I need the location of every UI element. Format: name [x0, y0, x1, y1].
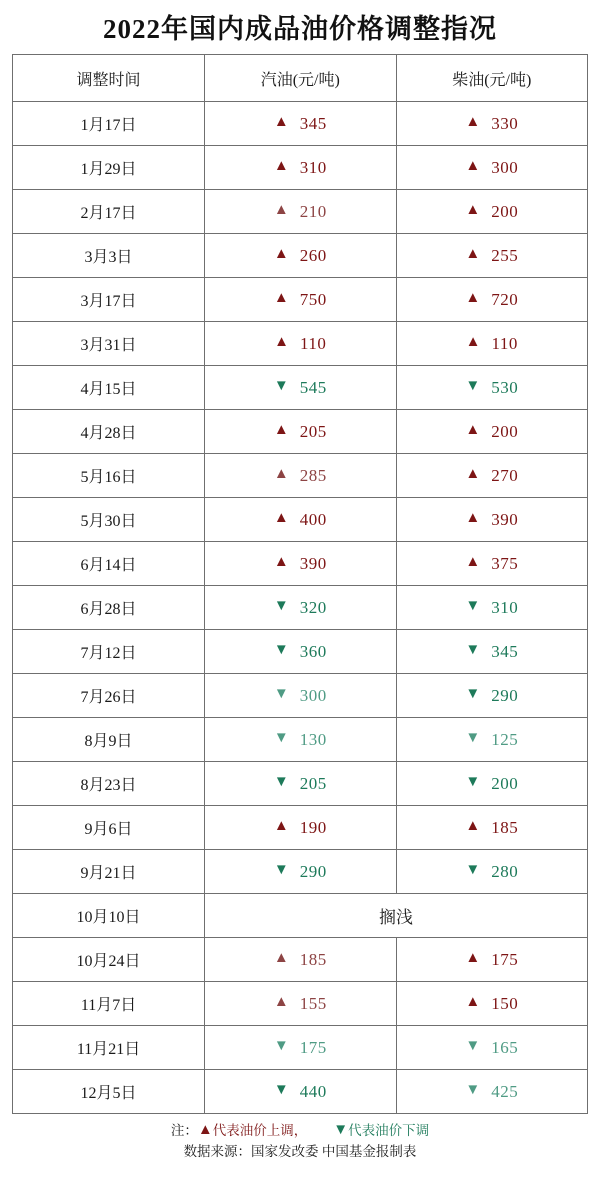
- cell-diesel-content: [397, 599, 587, 616]
- cell-gasoline-value: 290: [299, 862, 327, 881]
- arrow-up-icon: ▲: [273, 290, 289, 306]
- table-row: [13, 938, 588, 982]
- legend-down-arrow-icon: ▼: [333, 1122, 349, 1138]
- arrow-up-icon: ▲: [273, 950, 289, 966]
- cell-halt: [205, 894, 588, 938]
- legend-down-label: 代表油价下调: [348, 1123, 430, 1138]
- cell-diesel-content: [397, 863, 587, 880]
- cell-gasoline-value: 545: [299, 378, 327, 397]
- cell-gasoline-value: 750: [299, 290, 327, 309]
- cell-diesel-content: [397, 335, 587, 352]
- arrow-down-icon: ▼: [465, 1038, 481, 1054]
- footer-source-line: 数据来源：国家发改委 中国基金报制表: [183, 1143, 417, 1159]
- arrow-up-icon: ▲: [465, 994, 481, 1010]
- arrow-up-icon: ▲: [465, 950, 481, 966]
- table-header: [13, 55, 588, 102]
- cell-diesel-content: [397, 555, 587, 572]
- cell-gasoline-value: 360: [299, 642, 327, 661]
- table-row: [13, 850, 588, 894]
- arrow-up-icon: ▲: [273, 466, 289, 482]
- cell-diesel: [396, 982, 587, 1026]
- cell-gasoline: [205, 806, 396, 850]
- cell-gasoline-value: 390: [299, 554, 327, 573]
- cell-gasoline: [205, 762, 396, 806]
- arrow-down-icon: ▼: [273, 598, 289, 614]
- cell-diesel-content: [397, 115, 587, 132]
- cell-diesel-content: [397, 1083, 587, 1100]
- cell-diesel-value: 290: [491, 686, 519, 705]
- cell-diesel-content: [397, 423, 587, 440]
- cell-gasoline-value: 400: [299, 510, 327, 529]
- cell-gasoline-content: [205, 379, 395, 396]
- arrow-up-icon: ▲: [273, 202, 289, 218]
- arrow-down-icon: ▼: [273, 774, 289, 790]
- cell-diesel: [396, 586, 587, 630]
- arrow-down-icon: ▼: [465, 774, 481, 790]
- cell-date: 6月28日: [13, 586, 205, 630]
- cell-gasoline-content: [205, 291, 395, 308]
- cell-diesel: [396, 674, 587, 718]
- cell-diesel-content: [397, 159, 587, 176]
- arrow-down-icon: ▼: [273, 1082, 289, 1098]
- footer-note-prefix: 注：: [170, 1123, 198, 1138]
- cell-gasoline: [205, 146, 396, 190]
- cell-gasoline-content: [205, 115, 395, 132]
- cell-gasoline: [205, 190, 396, 234]
- cell-diesel: [396, 454, 587, 498]
- column-header-date: 调整时间: [13, 55, 205, 102]
- cell-diesel-content: [397, 511, 587, 528]
- cell-gasoline-value: 345: [299, 114, 327, 133]
- cell-date: 10月10日: [13, 894, 205, 938]
- cell-gasoline-content: [205, 731, 395, 748]
- cell-diesel-content: [397, 819, 587, 836]
- cell-date: 8月23日: [13, 762, 205, 806]
- halt-label: 搁浅: [379, 908, 414, 927]
- arrow-up-icon: ▲: [465, 334, 481, 350]
- table-row: [13, 1070, 588, 1114]
- cell-gasoline: [205, 322, 396, 366]
- arrow-down-icon: ▼: [465, 686, 481, 702]
- cell-date: 9月6日: [13, 806, 205, 850]
- arrow-up-icon: ▲: [465, 818, 481, 834]
- table-row: [13, 410, 588, 454]
- cell-gasoline-value: 175: [299, 1038, 327, 1057]
- cell-diesel-content: [397, 1039, 587, 1056]
- cell-diesel-content: [397, 643, 587, 660]
- cell-gasoline-content: [205, 247, 395, 264]
- cell-gasoline-content: [205, 643, 395, 660]
- cell-gasoline-value: 300: [299, 686, 327, 705]
- arrow-up-icon: ▲: [273, 554, 289, 570]
- cell-date: 1月29日: [13, 146, 205, 190]
- arrow-up-icon: ▲: [273, 994, 289, 1010]
- cell-date: 3月3日: [13, 234, 205, 278]
- arrow-up-icon: ▲: [273, 158, 289, 174]
- table-row: [13, 718, 588, 762]
- cell-diesel-content: [397, 995, 587, 1012]
- arrow-down-icon: ▼: [465, 862, 481, 878]
- table-row: [13, 894, 588, 938]
- cell-diesel: [396, 190, 587, 234]
- cell-date: 11月21日: [13, 1026, 205, 1070]
- arrow-up-icon: ▲: [465, 202, 481, 218]
- cell-gasoline-content: [205, 1039, 395, 1056]
- cell-gasoline: [205, 410, 396, 454]
- arrow-down-icon: ▼: [273, 642, 289, 658]
- table-body: [13, 102, 588, 1114]
- cell-gasoline-value: 110: [300, 334, 327, 353]
- cell-diesel-content: [397, 731, 587, 748]
- cell-date: 7月26日: [13, 674, 205, 718]
- cell-gasoline-value: 440: [299, 1082, 327, 1101]
- table-row: [13, 102, 588, 146]
- cell-gasoline-content: [205, 511, 395, 528]
- cell-diesel-content: [397, 951, 587, 968]
- cell-diesel: [396, 234, 587, 278]
- cell-date: 5月30日: [13, 498, 205, 542]
- cell-date: 2月17日: [13, 190, 205, 234]
- arrow-up-icon: ▲: [465, 158, 481, 174]
- cell-gasoline-value: 185: [299, 950, 327, 969]
- cell-gasoline-value: 320: [299, 598, 327, 617]
- arrow-up-icon: ▲: [273, 114, 289, 130]
- cell-gasoline-content: [205, 1083, 395, 1100]
- table-row: [13, 806, 588, 850]
- cell-diesel-value: 200: [491, 202, 519, 221]
- table-row: [13, 234, 588, 278]
- cell-gasoline-content: [205, 335, 395, 352]
- arrow-down-icon: ▼: [465, 730, 481, 746]
- cell-gasoline-content: [205, 995, 395, 1012]
- cell-gasoline: [205, 982, 396, 1026]
- arrow-up-icon: ▲: [465, 246, 481, 262]
- cell-date: 3月31日: [13, 322, 205, 366]
- cell-gasoline: [205, 718, 396, 762]
- table-row: [13, 366, 588, 410]
- arrow-down-icon: ▼: [273, 1038, 289, 1054]
- cell-diesel-value: 175: [491, 950, 519, 969]
- cell-date: 8月9日: [13, 718, 205, 762]
- cell-diesel: [396, 850, 587, 894]
- legend-up-arrow-icon: ▲: [197, 1122, 213, 1138]
- cell-gasoline-value: 260: [299, 246, 327, 265]
- table-row: [13, 630, 588, 674]
- table-row: [13, 498, 588, 542]
- cell-diesel-value: 375: [491, 554, 519, 573]
- cell-gasoline: [205, 278, 396, 322]
- cell-gasoline: [205, 454, 396, 498]
- cell-diesel-value: 425: [491, 1082, 519, 1101]
- cell-gasoline: [205, 498, 396, 542]
- cell-gasoline-content: [205, 555, 395, 572]
- cell-diesel-value: 200: [491, 422, 519, 441]
- table-row: [13, 542, 588, 586]
- cell-gasoline: [205, 102, 396, 146]
- cell-gasoline-value: 310: [299, 158, 327, 177]
- arrow-up-icon: ▲: [273, 818, 289, 834]
- cell-diesel: [396, 630, 587, 674]
- cell-diesel-content: [397, 379, 587, 396]
- arrow-up-icon: ▲: [273, 510, 289, 526]
- footer-note: [12, 1121, 588, 1163]
- table-row: [13, 454, 588, 498]
- table-row: [13, 586, 588, 630]
- cell-date: 6月14日: [13, 542, 205, 586]
- cell-date: 4月15日: [13, 366, 205, 410]
- cell-date: 3月17日: [13, 278, 205, 322]
- cell-gasoline: [205, 938, 396, 982]
- cell-gasoline-value: 205: [299, 422, 327, 441]
- legend-up-label: 代表油价上调，: [212, 1123, 308, 1138]
- cell-gasoline-content: [205, 951, 395, 968]
- table-row: [13, 278, 588, 322]
- cell-diesel-value: 270: [491, 466, 519, 485]
- cell-gasoline: [205, 850, 396, 894]
- cell-gasoline-value: 130: [299, 730, 327, 749]
- cell-diesel: [396, 1026, 587, 1070]
- arrow-up-icon: ▲: [273, 422, 289, 438]
- cell-date: 4月28日: [13, 410, 205, 454]
- cell-diesel-value: 255: [491, 246, 519, 265]
- cell-diesel-value: 530: [491, 378, 519, 397]
- cell-diesel-content: [397, 687, 587, 704]
- cell-diesel-content: [397, 203, 587, 220]
- arrow-up-icon: ▲: [465, 114, 481, 130]
- cell-gasoline: [205, 586, 396, 630]
- arrow-down-icon: ▼: [465, 598, 481, 614]
- cell-gasoline: [205, 366, 396, 410]
- cell-diesel: [396, 938, 587, 982]
- page-title: 2022年国内成品油价格调整指况: [103, 14, 497, 44]
- cell-diesel-value: 200: [491, 774, 519, 793]
- arrow-down-icon: ▼: [465, 378, 481, 394]
- cell-gasoline: [205, 1026, 396, 1070]
- cell-diesel: [396, 278, 587, 322]
- cell-diesel-content: [397, 775, 587, 792]
- cell-gasoline: [205, 674, 396, 718]
- cell-diesel-value: 165: [491, 1038, 519, 1057]
- cell-diesel-value: 150: [491, 994, 519, 1013]
- cell-diesel: [396, 146, 587, 190]
- cell-diesel-value: 330: [491, 114, 519, 133]
- cell-gasoline-content: [205, 863, 395, 880]
- column-header-gasoline: 汽油(元/吨): [205, 55, 396, 102]
- cell-gasoline-content: [205, 159, 395, 176]
- cell-diesel-value: 125: [491, 730, 519, 749]
- arrow-up-icon: ▲: [465, 510, 481, 526]
- cell-diesel: [396, 542, 587, 586]
- cell-gasoline-content: [205, 775, 395, 792]
- cell-gasoline: [205, 234, 396, 278]
- column-header-diesel: 柴油(元/吨): [396, 55, 587, 102]
- cell-date: 1月17日: [13, 102, 205, 146]
- cell-date: 10月24日: [13, 938, 205, 982]
- cell-diesel: [396, 762, 587, 806]
- cell-diesel-value: 390: [491, 510, 519, 529]
- cell-date: 12月5日: [13, 1070, 205, 1114]
- cell-date: 7月12日: [13, 630, 205, 674]
- footer-legend-line: [12, 1121, 588, 1142]
- arrow-down-icon: ▼: [273, 730, 289, 746]
- cell-diesel: [396, 102, 587, 146]
- cell-gasoline: [205, 542, 396, 586]
- cell-diesel-value: 345: [491, 642, 519, 661]
- cell-gasoline-content: [205, 203, 395, 220]
- table-header-row: [13, 55, 588, 102]
- cell-gasoline-content: [205, 599, 395, 616]
- cell-diesel-content: [397, 467, 587, 484]
- cell-diesel-content: [397, 247, 587, 264]
- cell-diesel-value: 310: [491, 598, 519, 617]
- arrow-up-icon: ▲: [465, 554, 481, 570]
- arrow-down-icon: ▼: [273, 862, 289, 878]
- oil-price-table: [12, 54, 588, 1114]
- cell-gasoline-value: 285: [299, 466, 327, 485]
- cell-diesel: [396, 498, 587, 542]
- cell-gasoline-content: [205, 687, 395, 704]
- cell-diesel-value: 185: [491, 818, 519, 837]
- arrow-down-icon: ▼: [465, 642, 481, 658]
- table-row: [13, 1026, 588, 1070]
- cell-gasoline-value: 155: [299, 994, 327, 1013]
- cell-diesel: [396, 718, 587, 762]
- table-row: [13, 674, 588, 718]
- cell-diesel-value: 280: [491, 862, 519, 881]
- cell-gasoline-content: [205, 467, 395, 484]
- cell-date: 9月21日: [13, 850, 205, 894]
- arrow-up-icon: ▲: [274, 334, 290, 350]
- arrow-up-icon: ▲: [465, 466, 481, 482]
- cell-gasoline: [205, 630, 396, 674]
- cell-gasoline: [205, 1070, 396, 1114]
- cell-diesel: [396, 410, 587, 454]
- table-row: [13, 322, 588, 366]
- cell-gasoline-content: [205, 819, 395, 836]
- arrow-up-icon: ▲: [273, 246, 289, 262]
- table-row: [13, 982, 588, 1026]
- cell-date: 11月7日: [13, 982, 205, 1026]
- arrow-up-icon: ▲: [465, 422, 481, 438]
- cell-gasoline-value: 205: [299, 774, 327, 793]
- cell-date: 5月16日: [13, 454, 205, 498]
- cell-gasoline-value: 210: [299, 202, 327, 221]
- table-row: [13, 190, 588, 234]
- arrow-down-icon: ▼: [273, 378, 289, 394]
- table-row: [13, 762, 588, 806]
- arrow-down-icon: ▼: [465, 1082, 481, 1098]
- cell-diesel-value: 300: [491, 158, 519, 177]
- cell-diesel: [396, 322, 587, 366]
- arrow-up-icon: ▲: [465, 290, 481, 306]
- cell-gasoline-value: 190: [299, 818, 327, 837]
- cell-diesel-value: 720: [491, 290, 519, 309]
- cell-gasoline-content: [205, 423, 395, 440]
- arrow-down-icon: ▼: [273, 686, 289, 702]
- cell-diesel: [396, 1070, 587, 1114]
- cell-diesel: [396, 806, 587, 850]
- cell-diesel-value: 110: [491, 334, 518, 353]
- cell-diesel-content: [397, 291, 587, 308]
- table-row: [13, 146, 588, 190]
- cell-diesel: [396, 366, 587, 410]
